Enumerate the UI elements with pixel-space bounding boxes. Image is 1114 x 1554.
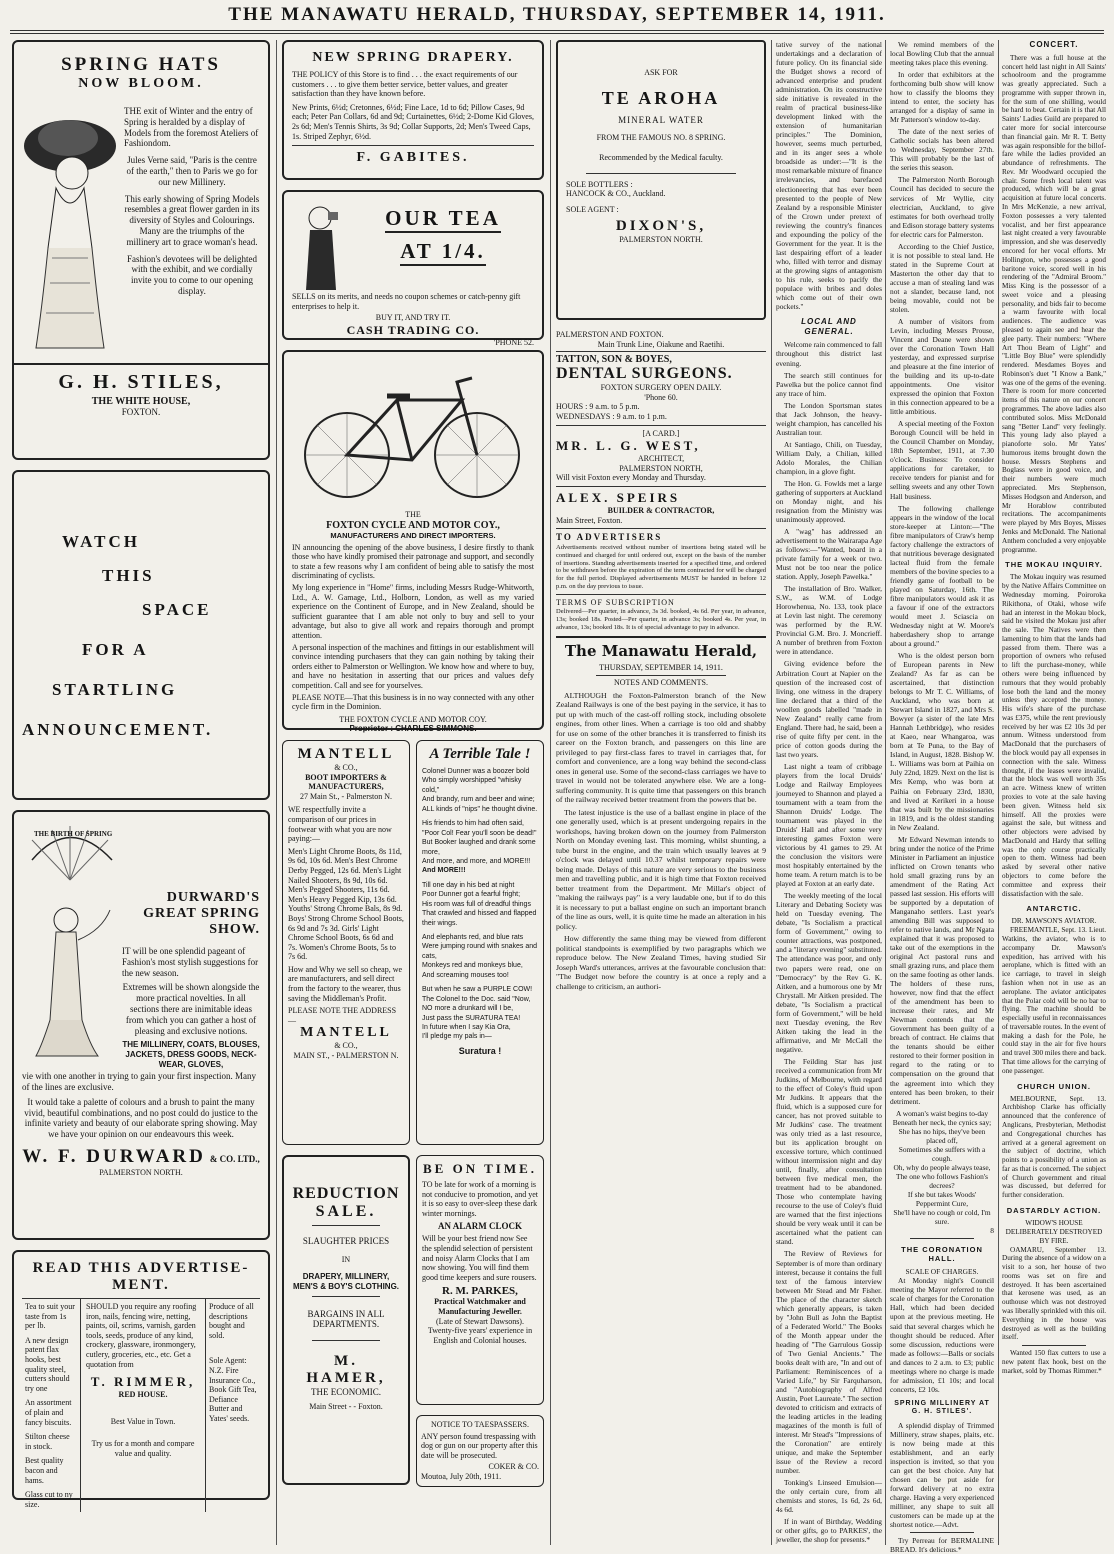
tea-line-1: OUR TEA (385, 206, 501, 233)
durward-list: THE MILLINERY, COATS, BLOUSES, JACKETS, DRESS GOODS, NECK-WEAR, GLOVES, (122, 1040, 260, 1069)
cycle-proprietor: Proprietor : CHARLES SIMMONS. (349, 724, 477, 734)
news-item: We remind members of the local Bowling Club that the annual meeting takes place this evening. (890, 40, 994, 68)
news-item: The Feilding Star has just received a communication from Mr Judkins, of Melbourne, with regard to the effect of Coley's fluid upon Mr Judkins. It appears that the fluid, which is a supposed cure for cancer, has not proved suitable to Mr Judkins' case. The treatment was only tried as a last resource, but its application brought on excessive torture, which continued without intermission night and day until, finally, after consultation between five medical men, the treatment had to be abandoned. Those who contemplate having recourse to the use of Coley's fluid are warned that the first injections should be very weak until it can be ascertained what the patient can stand. (776, 1056, 882, 1247)
stiles-millinery-body: A splendid display of Trimmed Millinery, straw shapes, plaits, etc. is now being made at this establishment, and an early inspection is invited, so that you can get the best choice. Any hat chosen can be put aside for forward delivery at no extra charge. Having a very experienced milliner, any shape to suit all customers can be made up at the shortest notice.—Advt. (890, 1420, 994, 1530)
poem-line: But Booker laughed and drank some more, (422, 839, 536, 856)
mantell-note: PLEASE NOTE THE ADDRESS— (288, 1006, 397, 1025)
poem-line: And more, and more, and MORE!!! (422, 857, 531, 865)
cycle-the: THE (405, 510, 421, 519)
poem-line: Were jumping round with snakes and cats, (422, 943, 538, 960)
rimmer-flax-notice: Wanted 150 flax cutters to use a new patent flax hook, best on the market, sold by Thomas Rimmer.* (1002, 1349, 1106, 1375)
aroha-bottlers: SOLE BOTTLERS : (566, 179, 633, 189)
rimmer-left-column (22, 1299, 81, 1512)
durward-p3: vie with one another in trying to gain your first inspection. Many of the lines are exclusive. (22, 1071, 256, 1092)
reduction-in: IN (341, 1254, 351, 1264)
coronation-hall-body: At Monday night's Council meeting the Mayor referred to the scale of charges for the Coronation Hall, which had been decided upon at the previous meeting. He said that several charges which he thought should be reduced. After some discussion, reductions were made as follows:—Balls or socials and dances to 2 a.m. to £3; public meetings where no charge is made for admission, £1 10s; and local concerts, £2 10s. (890, 1276, 994, 1394)
church-union-body: MELBOURNE, Sept. 13. Archbishop Clarke has officially announced that the conference of Anglicans, Presbyterian, Methodist and Congregational churches has arrived at a general agreement on the subject of doctrine, which points to a possibility of a union as far as that is concerned. The subject of Church government and ritual was discussed, but deferred for further consideration. (1002, 1094, 1106, 1200)
ontime-p1: TO be late for work of a morning is not conducive to promotion, and yet it is so easy to over-sleep these dark winter mornings. (422, 1180, 538, 1218)
durward-title: DURWARD'S GREAT SPRING SHOW. (143, 890, 260, 937)
trespass-body: ANY person found trespassing with dog or gun on our property after this date will be prosecuted. (421, 1431, 538, 1460)
aroha-name: TE AROHA (601, 87, 721, 108)
poem-line: And MORE!!! (422, 867, 466, 875)
trespass-notice (416, 1415, 544, 1487)
news-item: The weekly meeting of the local Literary and Debating Society was held on Tuesday evening. The debate, "Is Socialism a practical form of Government," owing to counter attractions, was postponed, and a "literary evening" substituted. The attendance was poor, and only two papers were read, one on "Democracy" by the Rev G. K. Aitken, and a humorous one by Mr Chrystall. Mr Aitken presided. The debate, "Is Socialism a practical form of Government," will be held next Tuesday evening, the Rev Aitken taking the lead in the affirmative, and Mr McCall the negative. (776, 891, 882, 1054)
mantell-firm: MANTELL (300, 1025, 392, 1041)
news-item: At Santiago, Chili, on Tuesday, William Daly, a Chilian, killed Adolo Morales, the Chilian champion, in a glove fight. (776, 439, 882, 476)
news-item: A special meeting of the Foxton Borough Council will be held in the Council Chamber on Monday, 18th September, 1911, at 7.30 o'clock. Business: To consider applications for caretaker, to receive tenders for pianist and for selling sweets and any other Town Hall business. (890, 419, 994, 501)
reduction-goods: DRAPERY, MILLINERY, MEN'S & BOY'S CLOTHING. (292, 1272, 400, 1291)
poem-line: A woman's waist begins to-day (895, 1108, 989, 1118)
trespass-sign: COKER & CO. (488, 1462, 539, 1472)
advertisers-title: TO ADVERTISERS (556, 532, 663, 543)
mantell-sub: BOOT IMPORTERS & MANUFACTURERS, (305, 772, 387, 792)
mokau-body: The Mokau inquiry was resumed by the Native Affairs Committee on Wednesday morning. Poiroroka Rikithona, of Otaki, whose wife had an interest in the Mokau block, said he visited the Mokau just after the sale. The Natives were then lamenting to him that the lands had passed from them. There was a proportion of owners who refused to lift the purchase-money, while others were being influenced by rumours that they would probably lose both the land and the money unless they accepted the money. His wife's share of the purchase was £375, while the rent previously received by her was £2 10s 3d per annum. Witness understood from MacDonald that the purchasers of the block would pay all expenses in connection with the sale. Witness thought, if the leases were invalid, that the block was well worth 35s an acre. Witness knew of written proxies to vote at the sale having been given. Witness held six himself. All the proxies were against the sale, but witness and other objectors were advised by MacDonald and Hardy that selling was the only course practically open to them. Witness had been asked by several other native objectors to come before the committee and express their dissatisfaction with the sale. (1002, 573, 1106, 898)
aroha-water: MINERAL WATER (618, 114, 704, 125)
stiles-firm: G. H. STILES, (58, 371, 224, 393)
west-town: PALMERSTON NORTH, (619, 463, 703, 473)
poem-line: But when he saw a PURPLE COW! (422, 986, 533, 994)
editorial-continuation: tative survey of the national undertakings and a declaration of future policy. On its financial side the Budget shows a record of advanced enterprise and prudent administration. On its constructive side initiative is revealed in the realm of practical business-like development linked with the extension of humanitarian principles." The Dominion, however, seems much perturbed, and in its anger sees a whole broadside as under:—"It is the most remarkable mixture of finance irrelevancies, and barefaced electioneering that has ever been presented to the people of New Zealand by a responsible Minister of the Crown under pretext of reviewing the country's finances and expounding the policy of the Government for the year. It is the last despairing effort of a leader who, filled with terror and dismay at the growing signs of antagonism to his rule, seeks to pacify the populace with bribes and doles which come out of their own pockets." (776, 40, 882, 311)
rimmer-middle-text: SHOULD you require any roofing iron, nails, fencing wire, netting, paints, oil, scrims, varnish, garden tools, seeds, produce of any kind, crockery, glassware, ironmongery, cutlery, groceries, etc., etc. Get a quotation from (86, 1302, 197, 1369)
poem-line: Oh, why do people always tease, (893, 1162, 991, 1172)
rimmer-right-column (205, 1299, 260, 1512)
poem-line: I'll pledge my pals in— (422, 1033, 492, 1041)
editorial-p2: The latest injustice is the use of a ballast engine in place of the one generally used, which is at present undergoing repairs in the workshops, having broken down on the journey from Palmerston North on Monday evening last. This morning, whilst shunting, a tube burst in the engine, and the train which usually leaves at 9 o'clock was delayed until 10.37 whilst temporary repairs were being made. Delays of this nature are very serious to the business men and travelling public, and it is high time that Foxton received better treatment from the Department. Mr Millar's object of "making the railways pay" is a very laudable one, but if to do this it is necessary to put a ballast engine on such an important branch of the line as ours, well, it is quite time he made an alteration in his policy. (556, 807, 766, 931)
church-union-heading: CHURCH UNION. (1017, 1081, 1091, 1091)
rimmer-ad (12, 1250, 270, 1509)
poem-line: In future when I say Kia Ora, (422, 1023, 511, 1031)
trespass-date: Moutoa, July 20th, 1911. (421, 1471, 502, 1481)
stiles-millinery-heading: SPRING MILLINERY AT G. H. STILES'. (894, 1399, 990, 1416)
aroha-hancock: HANCOCK & CO., Auckland. (566, 189, 666, 199)
poem-number: 8 (990, 1226, 994, 1235)
terrible-title: A Terrible Tale ! (429, 746, 531, 762)
news-item: The Palmerston North Borough Council has decided to secure the services of Mr Wyllie, city electrician, Auckland, to give estimates for both overhead trolly and Edison storage battery systems for electric cars for Palmerston. (890, 175, 994, 239)
editorial-p3: How differently the same thing may be viewed from different political standpoints is exemplified by two paragraphs which we reproduce below. The New Zealand Times, having studied Sir Joseph Ward's utterances, arrives at the favourable conclusion that: "The Budget now before the country is at once a reply and a challenge to criticism, an authori- (556, 934, 766, 991)
rimmer-middle-column (81, 1299, 205, 1512)
te-aroha-ad (556, 40, 766, 320)
dastardly-sub: WIDOW'S HOUSE DELIBERATELY DESTROYED BY FIRE. (1005, 1219, 1103, 1245)
durward-firm: W. F. DURWARD (22, 1145, 206, 1167)
rimmer-left-item: An assortment of plain and fancy biscuits. (25, 1398, 72, 1427)
news-item: The Review of Reviews for September is of more than ordinary interest, because it contains the full text of the famous interview between Mr Stead and Mr Fisher. The place of the character sketch which generally appears, is taken by "John Bull as John the Baptist of a Federated World." The Books of the Month appear under the heading of "The Garrulous Gossip of Two Genial Ancients." The books dealt with are, "In and out of Parliament: Reminiscences of a Varied Life," by Sir Farquharson, and "Autobiography of Alfred Austin, Poet Laureate." The section devoted to criticism and extracts of the leading articles in the leading magazines of the month is full of interest. Mr Stead's "Impressions of the Coronation" are entirely unique, and make the September issue of the Review a record number. (776, 1249, 882, 1476)
antarctic-heading: ANTARCTIC. (1026, 904, 1082, 914)
watch-this-space-ad (12, 470, 270, 800)
durward-p1: IT will be one splendid pageant of Fashion's most stylish suggestions for the new season. (122, 946, 259, 978)
drapery-body: THE POLICY of this Store is to find . . . the exact requirements of our customers . . . to give them better service, better values, and greater satisfaction than they have known before. (292, 70, 518, 99)
hamer-tag: THE ECONOMIC. (311, 1387, 381, 1398)
cycle-p3: A personal inspection of the machines and fittings in our establishment will convince intending purchasers that they can gain nothing by taking their orders either to Palmerston or Wellington. We know how and where to buy, and have no hesitation in asserting that our prices and values defy competition. Call and see for yourselves. (292, 642, 534, 690)
reduction-title-1: REDUCTION (292, 1185, 400, 1202)
column-2 (282, 40, 544, 1497)
dental-title: DENTAL SURGEONS. (556, 365, 733, 383)
mantell-addr-2: MAIN ST., - PALMERSTON N. (293, 1051, 399, 1061)
woman-in-hat-illustration (22, 98, 118, 353)
reduction-title-2: SALE. (315, 1203, 377, 1220)
durward-town: PALMERSTON NORTH. (99, 1167, 183, 1177)
dastardly-heading: DASTARDLY ACTION. (1006, 1206, 1102, 1216)
durward-p4: It would take a palette of colours and a brush to paint the many vivid, beautiful combinations, and no post could do justice to the infinite variety and beauty of our elaborate spring showing. May we have your opinion on our endeavours this week. (24, 1096, 258, 1140)
news-item: The Hon. G. Fowlds met a large gathering of supporters at Auckland on Monday night, and his resignation from the Ministry was unanimously approved. (776, 478, 882, 524)
poem-line: And screaming mouses too! (422, 971, 509, 979)
dental-addr: Main Trunk Line, Oiakune and Raetihi. (597, 339, 725, 349)
rimmer-right-item: Sole Agent: N.Z. Fire Insurance Co., Book Gift Tea, Defiance Butter and Yates' seeds. (209, 1356, 257, 1423)
poem-line: She'll have no cough or cold, I'm sure. (893, 1207, 991, 1226)
cash-trading-tea-ad (282, 190, 544, 347)
poem-line: Colonel Dunner was a boozer bold (422, 768, 530, 775)
hamer-firm: M. HAMER, (306, 1353, 386, 1387)
parkes-sub: Practical Watchmaker and Manufacturing Jeweller. (434, 1297, 526, 1316)
mantell-list: Men's Light Chrome Boots, 8s 11d, 9s 6d, 10s 6d. Men's Best Chrome Derby Pegged, 12s 6d. Men's Light Nailed Shooters, 8s 9d, 10s 6d. Men's Pegged Shooters, 11s 6d. Men's Heavy Pegged Kip, 13s 6d. Youths' Strong Chrome Bals, 8s 9d. Boys' Strong Chrome School Boots, 6s 9d and 7s 3d. Girls' Light Chrome School Boots, 6s 6d and 7s. Women's Chrome Boots, 5s to 7s 6d. (288, 846, 404, 962)
editorial-p1: ALTHOUGH the Foxton-Palmerston branch of the New Zealand Railways is one of the best paying in the service, it has to put up with much of the cast-off rolling stock, including obsolete engines, from other lines. When a carriage is too old and shabby for use on some of the other branches it is transferred to finish its career on the Foxton branch, and passengers on this line are privileged to pay first-class fares to travel in carriages that, for comfort and convenience, are a long way behind the second-class ones in general use. Some of the second-class carriages we have to travel in would not be tolerated anywhere else. We are a long-suffering community. It is quite time that passengers on this branch of the railway received better treatment from the powers that be. (556, 690, 766, 805)
herald-date: THURSDAY, SEPTEMBER 14, 1911. (599, 662, 723, 672)
dental-open: FOXTON SURGERY OPEN DAILY. (600, 383, 722, 393)
speirs-trade: BUILDER & CONTRACTOR, (607, 505, 715, 515)
ontime-alarm: AN ALARM CLOCK (437, 1221, 522, 1232)
dental-top: PALMERSTON AND FOXTON. (556, 330, 664, 339)
concert-body: There was a full house at the concert held last night in All Saints' schoolroom and the programme was greatly appreciated. Such a programme with supper thrown in, for the sum of one shilling, would be hard to beat. Certain it is that All Saints' Ladies Guild are prepared to cater more for social intercourse than financial gain. Mr R. T. Betty was again responsible for the billof-fare while the ladies provided an abundance of refreshments. The Rev. Mr Woodward occupied the chair. Some fresh local talent was produced, which will be a great acquisition at future local concerts. In Mrs McKenzie, a new arrival, Foxton possesses a very talented vocalist, and her first appearance last night created a very favourable impression, and she was deservedly encored for her vocal efforts. Mr Hollington, who possesses a good baritone voice, scored well in his rendering of the "Admiral Broom." Miss King is the possessor of a sweet voice and a pleasing personality, and bids fair to become a warm favourite with local audiences. The audience was pleased to again see and hear the glee party. Their numbers: "Where Art Thou Beam of Light" and "Little Boy Blue" were splendidly rendered. Mesdames Boyes and Robinson's duet "I Know a Bank," was one of the gems of the evening. There is room for more concerted items of this nature on our concert programmes. The above ladies also contributed solos. Miss McDonald sang "Better Land" very feelingly. This young lady also played a pianoforte solo. Mr Yates' humorous items brought down the house. Messrs Stephens and Boglass were in good voice, and their numbers were much appreciated. Mrs Stephenson, Misses Hodgson and Anderson, and Mr Horablow contributed recitations. The accompaniments were played by Mrs Boyes, Misses Jenks and McDonald. The National Anthem concluded a very enjoyable programme. (1002, 53, 1106, 554)
ontime-p2: Will be your best friend now See the splendid selection of persistent and noisy Alarm Clocks that I am now showing. You will find them good time keepers and sure rousers. (422, 1234, 537, 1282)
dental-wed: WEDNESDAYS : 9 a.m. to 1 p.m. (556, 411, 667, 421)
masthead: THE MANAWATU HERALD, THURSDAY, SEPTEMBER 14, 1911. (228, 4, 886, 25)
antarctic-sub: DR. MAWSON'S AVIATOR. (1011, 917, 1097, 926)
gabites-firm: F. GABITES. (292, 145, 534, 166)
tea-line-2: AT 1/4. (400, 239, 486, 266)
parkes-on-time-ad (416, 1155, 544, 1405)
rimmer-right-item: Produce of all descriptions bought and sold. (209, 1302, 254, 1340)
mantell-boots-ad (282, 740, 410, 1145)
news-item: Last night a team of cribbage players from the local Druids' Lodge and Railway Employees journeyed to Shannon and played a tournament with a team from the Shannon Druids' Lodge. The tournament was played in the Druids' Hall and after some very interesting games Foxton were victorious by 41 games to 29. At the conclusion the visitors were most hospitably entertained by the home team. A return match is to be played at Foxton at an early date. (776, 761, 882, 889)
news-item: Giving evidence before the Arbitration Court at Napier on the question of the increased cost of living, one witness in the drapery line declared that a third of the woollen goods labelled "made in New Zealand" really came from England. There had, he said, been a rise of quite fifty per cent. in the price of cotton goods during the last two years. (776, 659, 882, 759)
dental-hours: HOURS : 9 a.m. to 5 p.m. (556, 402, 640, 412)
aroha-rec: Recommended by the Medical faculty. (599, 152, 723, 162)
mantell-p1: WE respectfully invite a comparison of our prices in footwear with what you are now paying:— (288, 805, 392, 844)
news-item: Tonking's Linseed Emulsion—the only certain cure, from all chemists and stores, 1s 6d, 2s 6d, 4s 6d. (776, 1478, 882, 1515)
column-3-ads-visible (556, 40, 766, 994)
poem-line: If she but takes Woods' Peppermint Cure, (907, 1189, 977, 1208)
rimmer-left-item: A new design patent flax hooks, best quality steel, cutters should try one (25, 1335, 70, 1393)
cycle-sub: MANUFACTURERS AND DIRECT IMPORTERS. (330, 530, 496, 540)
news-item: The search still continues for Pawelka but the police cannot find any trace of him. (776, 370, 882, 398)
news-item: The installation of Bro. Walker, S.W., as W.M. of Lodge Horowhenua, No. 133, took place at Levin last night. The ceremony was performed by the R.W. Provincial G.M. Bro. J. Moncrieff. A number of brethren from Foxton were in attendance. (776, 584, 882, 657)
dixons-firm: DIXON'S, (615, 218, 707, 235)
stiles-town: FOXTON. (121, 407, 161, 417)
birth-of-spring-illustration (22, 820, 118, 1060)
speirs-name: ALEX. SPEIRS (556, 489, 681, 505)
mantell-addr: 27 Main St., - Palmerston N. (300, 791, 392, 801)
poem-line: NO more a drunkard will I be, (422, 1005, 514, 1013)
hats-paragraph-2: Jules Verne said, "Paris is the centre of the earth," then to Paris we go for our new Millinery. (126, 155, 258, 187)
ad-subtitle: NOW BLOOM. (78, 76, 204, 91)
gabites-drapery-ad (282, 40, 544, 180)
column-1 (12, 40, 270, 1510)
watch-word-1: WATCH (62, 532, 140, 551)
cycle-p2: My long experience in "Home" firms, including Messrs Rudge-Whitworth, Ltd., A. W. Gamage, Ltd., Holborn, London, as well as my varied experience on the Continent of Europe, and in New Zealand, should be sufficient guarantee that I am able not only to buy and sell to your advantage, but also to give all work and repairs thorough and prompt attention. (292, 582, 534, 640)
news-item: Welcome rain commenced to fall throughout this district last evening. (776, 340, 882, 368)
rimmer-house: RED HOUSE. (118, 1389, 168, 1399)
hamer-addr: Main Street - - Foxton. (309, 1401, 383, 1411)
news-item: A number of visitors from Levin, including Messrs Prouse, Vincent and Deane were shown over the Coronation Town Hall yesterday, and expressed surprise and pleasure at the fine interior of the building and its up-to-date appointments. One visitor expressed the opinion that Foxton in this connection appeared to be a little ambitious. (890, 316, 994, 417)
poem-line: Sometimes she suffers with a cough. (898, 1144, 986, 1163)
poem-line: And brandy, rum and beer and wine; (422, 796, 535, 804)
mantell-co-2: & CO., (334, 1041, 358, 1051)
foxton-cycle-ad (282, 350, 544, 734)
masthead-rule (10, 30, 1104, 31)
parkes-late: (Late of Stewart Dawsons). Twenty-five years' experience in English and Colonial houses. (427, 1316, 533, 1345)
reduction-sub: SLAUGHTER PRICES (302, 1236, 390, 1246)
news-item: The London Sportsman states that Jack Johnson, the heavy-weight champion, has cancelled his Australian tour. (776, 400, 882, 437)
news-item: If in want of Birthday, Wedding or other gifts, go to PARKES', the jeweller, the shop for presents.* (776, 1517, 882, 1545)
poem-line: And elephants red, and blue rats (422, 934, 524, 941)
stiles-hats-ad (12, 40, 270, 460)
ontime-title: BE ON TIME. (422, 1161, 538, 1176)
concert-heading: CONCERT. (1029, 40, 1079, 49)
parkes-firm: R. M. PARKES, (442, 1285, 518, 1298)
news-column-6 (1002, 40, 1106, 1545)
durward-firm-suffix: & CO. LTD., (209, 1153, 260, 1164)
news-item: The date of the next series of Catholic socials has been altered to Wednesday, September 27th. This will probably be the last of the series this season. (890, 127, 994, 173)
tea-body: SELLS on its merits, and needs no coupon schemes or catch-penny gift enterprises to help it. (292, 292, 521, 311)
poem-line: The one who follows Fashion's decrees? (895, 1171, 989, 1190)
poem-line: Poor Dunner got a fearful fright; (422, 891, 521, 899)
poem-line: She has no hips, they've been placed off, (898, 1126, 986, 1145)
news-item: A "wag" has addressed an advertisement to the Wairarapa Age as follows:—"Wanted, board in a private family for a week or two. Must not be too near the police station. Apply, Joseph Pawelka." (776, 527, 882, 582)
peppermint-poem (890, 1109, 994, 1235)
watch-word-6: ANNOUNCEMENT. (22, 720, 214, 739)
west-note: Will visit Foxton every Monday and Thursday. (556, 473, 706, 483)
subs-body: Delivered—Per quarter, in advance, 3s 3d. booked, 4s 6d. Per year, in advance, 13s; booked 18s. Posted—Per quarter, in advance 3s; booked 4s. Per year, in advance, 13s; booked 18s. It is of special advantage to pay in advance. (556, 608, 766, 631)
rimmer-try: Try us for a month and compare value and quality. (91, 1438, 195, 1458)
stiles-house: THE WHITE HOUSE, (91, 396, 191, 407)
bicycle-illustration (292, 360, 534, 510)
terrible-poem (422, 767, 538, 1057)
rimmer-left-item: Stilton cheese in stock. (25, 1432, 70, 1451)
poem-line: Beneath her neck, the cynics say; (892, 1117, 992, 1127)
cycle-p1: IN announcing the opening of the above business, I desire firstly to thank those who have kindly promised their patronage and support, and secondly to state a few reasons why I am confident of being able to satisfy the most discriminating of cyclists. (292, 542, 534, 581)
herald-section: NOTES AND COMMENTS. (613, 678, 708, 688)
news-item: Mr Edward Newman intends to bring under the notice of the Prime Minister in Parliament an injustice inflicted on Crown tenants who hold small grazing runs by an amendment of the Rating Act passed last session. His efforts will be supported by a deputation of Manganaho settlers. Last year's amending Bill was supposed to refer to native lands, and Mr Ngata explained that it was proposed to take out of the exemptions in the original Act pastoral runs and small grazing runs, and place them on the same footing as other lands. The holders of these runs, however, now find that the effect of the amendment has been to increase their rates, and Mr Newman contends that the Government has been guilty of a breach of contract. He claims that the tenants should be either restored to their former position in regard to the rating or to compensation on the ground that the agreement into which they entered has been broken, to their detriment. (890, 834, 994, 1106)
mantell-p2: How and Why we sell so cheap, we are manufacturers, and sell direct from the factory to the wearer, thus saving the Middleman's Profit. (288, 964, 403, 1003)
mantell-co: & CO., (334, 763, 358, 772)
subs-title: TERMS OF SUBSCRIPTION (556, 597, 675, 607)
masthead-rule-2 (10, 33, 1104, 34)
watch-word-4: FOR A (82, 640, 149, 659)
herald-nameplate: The Manawatu Herald, (564, 641, 758, 660)
durward-spring-show-ad (12, 810, 270, 1240)
tea-drinker-illustration (292, 200, 352, 290)
rimmer-firm: T. RIMMER, (90, 1374, 196, 1390)
aroha-from: FROM THE FAMOUS NO. 8 SPRING. (596, 133, 726, 143)
west-card: [A CARD.] (642, 428, 680, 438)
drapery-title: NEW SPRING DRAPERY. (312, 50, 514, 65)
poem-line: Suratura ! (458, 1045, 502, 1056)
aroha-ask: ASK FOR (644, 68, 678, 77)
poem-line: "Poor Col! Fear you'll soon be dead!" (422, 829, 537, 837)
cycle-firm: FOXTON CYCLE AND MOTOR COY., (326, 519, 500, 531)
west-name: MR. L. G. WEST, (556, 438, 701, 454)
advertisers-body: Advertisements received without number of insertions being stated will be continued and charged for until ordered out, except on the basis of the number of insertions. Standing advertisements inserted for a specified time, and ordered to be withdrawn before the expiration of the term contracted for will be charged for the full period. Displayed advertisements MUST be handed in before 12 p.m. on the day previous to issue. (556, 543, 766, 590)
poem-line: Till one day in his bed at night (422, 881, 515, 889)
rimmer-left-item: Tea to suit your taste from 1s per lb. (25, 1302, 75, 1331)
aroha-town: PALMERSTON NORTH. (619, 235, 703, 245)
coronation-hall-heading: THE CORONATION HALL. (901, 1245, 983, 1264)
cycle-p4: PLEASE NOTE—That this business is in no way connected with any other cycle firm in the Dominion. (292, 692, 534, 712)
ad-title: SPRING HATS (61, 54, 221, 75)
reduction-bargains: BARGAINS IN ALL DEPARTMENTS. (307, 1308, 385, 1330)
tea-phone: 'PHONE 52. (493, 337, 534, 347)
dastardly-body: OAMARU, September 13. During the absence of a widow on a visit to a son, her house of two rooms was set on fire and destroyed. It has been ascertained that kerosene was used, as an outhouse which was not destroyed was liberally sprinkled with this oil. Everything in the house was destroyed as well as the building itself. (1002, 1245, 1106, 1342)
poem-line: His friends to him had often said, (422, 820, 524, 828)
poem-line: That crawled and hissed and flapped their wings. (422, 910, 537, 927)
dental-phone: 'Phone 60. (644, 392, 678, 402)
mokau-heading: THE MOKAU INQUIRY. (1005, 560, 1103, 570)
poem-line: His room was full of dreadful things (422, 900, 531, 908)
news-item: In order that exhibitors at the forthcoming bulb show will know how to classify the blooms they intend to enter, the society has arranged for a display of same in Mr Patterson's window to-day. (890, 70, 994, 125)
durward-p2: Extremes will be shown alongside the more practical novelties. In all sections there are inimitable ideas from which you can gather a host of pleasing and exclusive notions. (122, 982, 260, 1036)
mantell-title: MANTELL (297, 746, 395, 762)
news-column-5 (890, 40, 994, 1554)
watch-word-3: SPACE (142, 600, 212, 619)
local-general-heading: LOCAL AND GENERAL. (801, 316, 857, 336)
hats-paragraph-1: THE exit of Winter and the entry of Spring is heralded by a display of Models from the foremost Ateliers of Fashiondom. (124, 106, 259, 149)
rimmer-left-item: Best quality bacon and hams. (25, 1456, 64, 1485)
local-general-column (776, 40, 882, 1545)
poem-line: Who simply worshipped "whisky cold," (422, 777, 522, 794)
poem-line: ALL kinds of "nips" he thought divine. (422, 805, 538, 813)
illustration-banner: THE BIRTH OF SPRING (34, 830, 113, 838)
watch-word-5: STARTLING (52, 680, 178, 699)
news-item: Who is the oldest person born of European parents in New Zealand? As far as can be ascertained, that distinction belongs to Mr T. C. Williams, of Auckland, who was born at Stewart Island in 1827, and Mrs S. Bowyer (a sister of the late Mrs Hannah Lethbridge), who resides at Kaeo, near Whangaroa, was born at Te Puna, to the Bay of Island, in August, 1828. Bishop W. L. Williams was born at Paihia on July 22nd, 1829. Next on the list is Mrs Kemp, who was born at Paihia on February 23rd, 1830, and lived at Kerikeri in a house that was built by the missionaries in 1819, and is the oldest standing in New Zealand. (890, 651, 994, 832)
poem-line: Monkeys red and monkeys blue, (422, 962, 523, 970)
west-prof: ARCHITECT, (637, 454, 685, 464)
watch-word-2: THIS (102, 566, 155, 585)
news-item: The following challenge appears in the window of the local store-keeper at Linton:—"The fibre manipulators of Craw's hemp factory challenge the extractors of that nutritious beverage designated lacteal fluid from the female members of the bovine species to a friendly game of football to be played on Saturday, 16th. The fibre manipulators would ask it as a favour if one of the extractors would meet J. Sciascia on Wednesday night at W. Moore's haberdashery shop to arrange about a ground." (890, 503, 994, 648)
poem-line: The Colonel to the Doc. said "Now, (422, 995, 531, 1003)
news-item: According to the Chief Justice, it is not possible to steal land. He stated in the Supreme Court at Masterton the other day that to accuse a man of stealing land was not a slander, because land, not being movable, could not be stolen. (890, 241, 994, 314)
tea-buy: BUY IT, AND TRY IT. (375, 313, 451, 323)
antarctic-body: FREEMANTLE, Sept. 13. Lieut. Watkins, the aviator, who is to accompany Dr. Mawson's expedition, has arrived with his aeroplane, which is fitted with an ice carriage, to travel in sleigh fashion when not in use as an aeroplane. The aviator anticipates that the Polar cold will be no bar to flying. The machine should be especially useful in reconnaissances of traversable routes. In the event of making a dash for the Pole, he could stay in the air for five hours and travel 300 miles there and back. That time allows for the carrying of one passenger. (1002, 926, 1106, 1075)
drapery-prices: New Prints, 6½d; Cretonnes, 6½d; Fine Lace, 1d to 6d; Pillow Cases, 9d each; Peter Pan Collars, 6d and 9d; Curtainettes, 6½d; 2-Dome Kid Gloves, 2s 6d; Men's Tennis Shirts, 3s 9d; Collar Supports, 2d; Men's Tweed Caps, 1s. Striped Zephyr, 6½d. (292, 102, 534, 141)
hats-paragraph-3: This early showing of Spring Models resembles a great flower garden in its diversity of Styles and Colourings. Many are the triumphs of the millinery art to grace woman's head. (124, 193, 260, 247)
hamer-reduction-ad (282, 1155, 410, 1485)
hats-paragraph-4: Fashion's devotees will be delighted with the exhibit, and we cordially invite you to come to our opening display. (126, 253, 258, 296)
aroha-agent: SOLE AGENT : (566, 204, 619, 214)
dental-firm: TATTON, SON & BOYES, (556, 354, 672, 366)
cycle-sign: THE FOXTON CYCLE AND MOTOR COY. (339, 714, 487, 724)
coronation-hall-sub: SCALE OF CHARGES. (905, 1267, 979, 1277)
rimmer-left-item: Glass cut to ny size. (25, 1490, 73, 1509)
terrible-tale-ad (416, 740, 544, 1145)
trespass-title: NOTICE TO TAESPASSERS. (431, 1420, 529, 1429)
rimmer-title: READ THIS ADVERTISE-MENT. (32, 1260, 250, 1293)
perreau-bread-notice: Try Perreau for BERMALINE BREAD. It's delicious.* (890, 1536, 994, 1554)
cash-trading-firm: CASH TRADING CO. (346, 322, 480, 337)
poem-line: Just pass the SURATURA TEA! (422, 1014, 521, 1022)
rimmer-value: Best Value in Town. (110, 1417, 176, 1427)
speirs-addr: Main Street, Foxton. (556, 515, 623, 525)
